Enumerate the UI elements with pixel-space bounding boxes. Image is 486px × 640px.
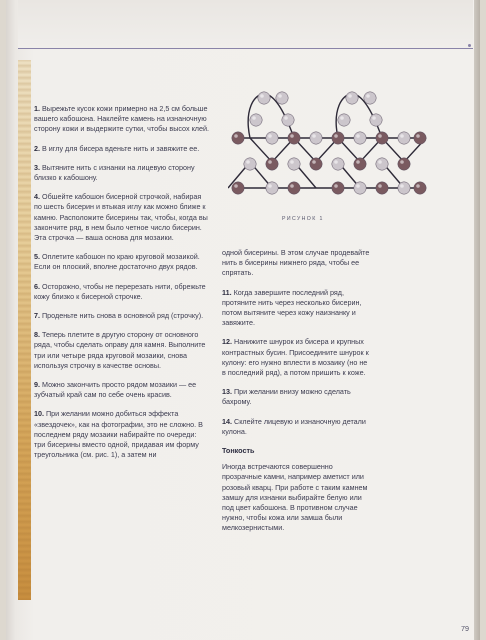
step-item	[34, 104, 209, 135]
bead-highlight	[312, 160, 316, 164]
step-item	[34, 380, 209, 400]
instructions-left-column	[34, 104, 209, 469]
bead-dark	[376, 132, 388, 144]
bead-dark	[232, 132, 244, 144]
step-item	[222, 288, 372, 329]
bead-light	[266, 132, 278, 144]
header-rule-end-dot	[468, 44, 471, 47]
step-text: Когда завершите последний ряд, протяните нить через несколько бисерин, потом вытяните через кожу наизнанку и завяжите.	[222, 287, 362, 328]
bead-highlight	[356, 134, 360, 138]
bead-dark	[310, 158, 322, 170]
bead-dark	[414, 182, 426, 194]
bead-highlight	[400, 134, 404, 138]
bead-light	[266, 182, 278, 194]
bead-highlight	[378, 134, 382, 138]
bead-highlight	[312, 134, 316, 138]
bead-light	[258, 92, 270, 104]
step-item	[222, 387, 372, 407]
bead-highlight	[260, 94, 264, 98]
step-number: 7.	[34, 311, 40, 321]
bead-light	[364, 92, 376, 104]
bead-dark	[398, 158, 410, 170]
step-number: 6.	[34, 281, 40, 291]
step-item	[222, 337, 372, 378]
step-item	[34, 144, 209, 154]
bead-highlight	[284, 116, 288, 120]
step-number: 10.	[34, 409, 44, 419]
step-text: Проденьте нить снова в основной ряд (строчку).	[42, 311, 204, 321]
bead-highlight	[348, 94, 352, 98]
bead-highlight	[372, 116, 376, 120]
beadwork-diagram	[228, 80, 428, 215]
bead-highlight	[290, 160, 294, 164]
step-number: 13.	[222, 387, 232, 397]
bead-light	[346, 92, 358, 104]
bead-highlight	[290, 184, 294, 188]
bead-dark	[232, 182, 244, 194]
step-item	[34, 163, 209, 183]
bead-highlight	[334, 134, 338, 138]
bead-highlight	[234, 134, 238, 138]
bead-dark	[288, 182, 300, 194]
step-text: В иглу для бисера вденьте нить и завяжите ее.	[42, 143, 200, 153]
step-text: Оплетите кабошон по краю круговой мозаикой. Если он плоский, вполне достаточно двух рядов.	[34, 252, 200, 272]
bead-dark	[354, 158, 366, 170]
decorative-wood-strip	[18, 60, 31, 600]
bead-light	[244, 158, 256, 170]
bead-highlight	[378, 160, 382, 164]
tip-title: Тонкость	[222, 446, 255, 456]
bead-light	[354, 182, 366, 194]
bead-dark	[376, 182, 388, 194]
step-text: Вырежьте кусок кожи примерно на 2,5 см больше вашего кабошона. Наклейте камень на изнаночную сторону кожи и выдержите сутки, чтобы высох клей.	[34, 104, 209, 134]
bead-light	[398, 132, 410, 144]
bead-highlight	[268, 184, 272, 188]
step-item	[222, 417, 372, 437]
step-item	[34, 252, 209, 272]
bead-light	[332, 158, 344, 170]
bead-dark	[332, 182, 344, 194]
step-number: 11.	[222, 287, 232, 297]
bead-light	[288, 158, 300, 170]
bead-highlight	[356, 184, 360, 188]
bead-highlight	[400, 184, 404, 188]
bead-highlight	[334, 160, 338, 164]
step-text: Нанижите шнурок из бисера и крупных контрастных бусин. Присоедините шнурок к кулону: его нужно вплести в мозаику (но не в последний ряд), а потом пришить к коже.	[222, 337, 369, 378]
figure-caption: РИСУНОК 1	[282, 216, 324, 222]
page-top-margin	[18, 0, 473, 48]
step-number: 9.	[34, 380, 40, 390]
step-text: Теперь плетите в другую сторону от основного ряда, чтобы сделать оправу для камня. Выполните три или четыре ряда круговой мозаики, снова используя строчку в качестве основы.	[34, 330, 206, 370]
step-text: Можно закончить просто рядом мозаики — ее зубчатый край сам по себе очень красив.	[34, 380, 197, 400]
step-number: 12.	[222, 337, 232, 347]
step-item	[34, 311, 209, 321]
bead-highlight	[416, 184, 420, 188]
step-item	[34, 192, 209, 243]
step-text: Вытяните нить с изнанки на лицевую сторону близко к кабошону.	[34, 162, 195, 183]
bead-light	[398, 182, 410, 194]
bead-light	[376, 158, 388, 170]
bead-highlight	[400, 160, 404, 164]
steps-right-list	[222, 288, 372, 437]
step-number: 14.	[222, 416, 232, 426]
bead-dark	[266, 158, 278, 170]
step-text: Обшейте кабошон бисерной строчкой, набирая по шесть бисерин и втыкая иглу как можно ближе к камню. Расположите бисерины так, чтобы, когда вы закончите ряд, в нем было четное число бисерин. Эта строчка — ваша основа для мозаики.	[34, 192, 208, 243]
thread-lines	[228, 94, 426, 188]
bead-light	[282, 114, 294, 126]
bead-dark	[332, 132, 344, 144]
bead-light	[276, 92, 288, 104]
bead-highlight	[246, 160, 250, 164]
bead-highlight	[234, 184, 238, 188]
step-item	[34, 330, 209, 371]
bead-highlight	[252, 116, 256, 120]
instructions-right-column	[222, 248, 372, 543]
bead-highlight	[356, 160, 360, 164]
bead-highlight	[366, 94, 370, 98]
bead-dark	[288, 132, 300, 144]
bead-light	[338, 114, 350, 126]
header-rule	[18, 48, 473, 49]
bead-highlight	[268, 134, 272, 138]
bead-light	[250, 114, 262, 126]
bead-highlight	[278, 94, 282, 98]
step-number: 8.	[34, 330, 40, 340]
step-text: При желании внизу можно сделать бахрому.	[222, 387, 351, 407]
bead-dark	[414, 132, 426, 144]
page-edge-shadow	[474, 0, 480, 640]
step-item	[34, 282, 209, 302]
bead-highlight	[340, 116, 344, 120]
step-number: 2.	[34, 143, 40, 153]
bead-highlight	[334, 184, 338, 188]
step-text: Склейте лицевую и изнаночную детали кулона.	[222, 416, 366, 436]
bead-highlight	[416, 134, 420, 138]
bead-highlight	[290, 134, 294, 138]
bead-highlight	[268, 160, 272, 164]
step-item	[34, 409, 209, 460]
step-number: 5.	[34, 252, 40, 262]
step-text: При желании можно добиться эффекта «звездочек», как на фотографии, это не сложно. В последнем ряду мозаики набирайте по очереди: три бисерины вместо одной, придавая им форму треугольника (см. рис. 1), а затем ни	[34, 409, 203, 460]
step-number: 1.	[34, 104, 40, 113]
bead-light	[310, 132, 322, 144]
bead-light	[370, 114, 382, 126]
bead-highlight	[378, 184, 382, 188]
bead-light	[354, 132, 366, 144]
step-number: 4.	[34, 192, 40, 202]
step-number: 3.	[34, 162, 40, 172]
page-number: 79	[461, 624, 469, 633]
step-text: Осторожно, чтобы не перерезать нити, обрежьте кожу близко к бисерной строчке.	[34, 281, 206, 301]
tip-text: Иногда встречаются совершенно прозрачные камни, например аметист или розовый кварц. При работе с таким камнем замшу для изнанки выбирайте белую или под цвет кабошона. В противном случае нужно, чтобы кожа или замша были мелкозернистыми.	[222, 462, 368, 533]
continued-text: одной бисерины. В этом случае продевайте нить в бисерины нижнего ряда, чтобы ее спрятать.	[222, 248, 370, 278]
